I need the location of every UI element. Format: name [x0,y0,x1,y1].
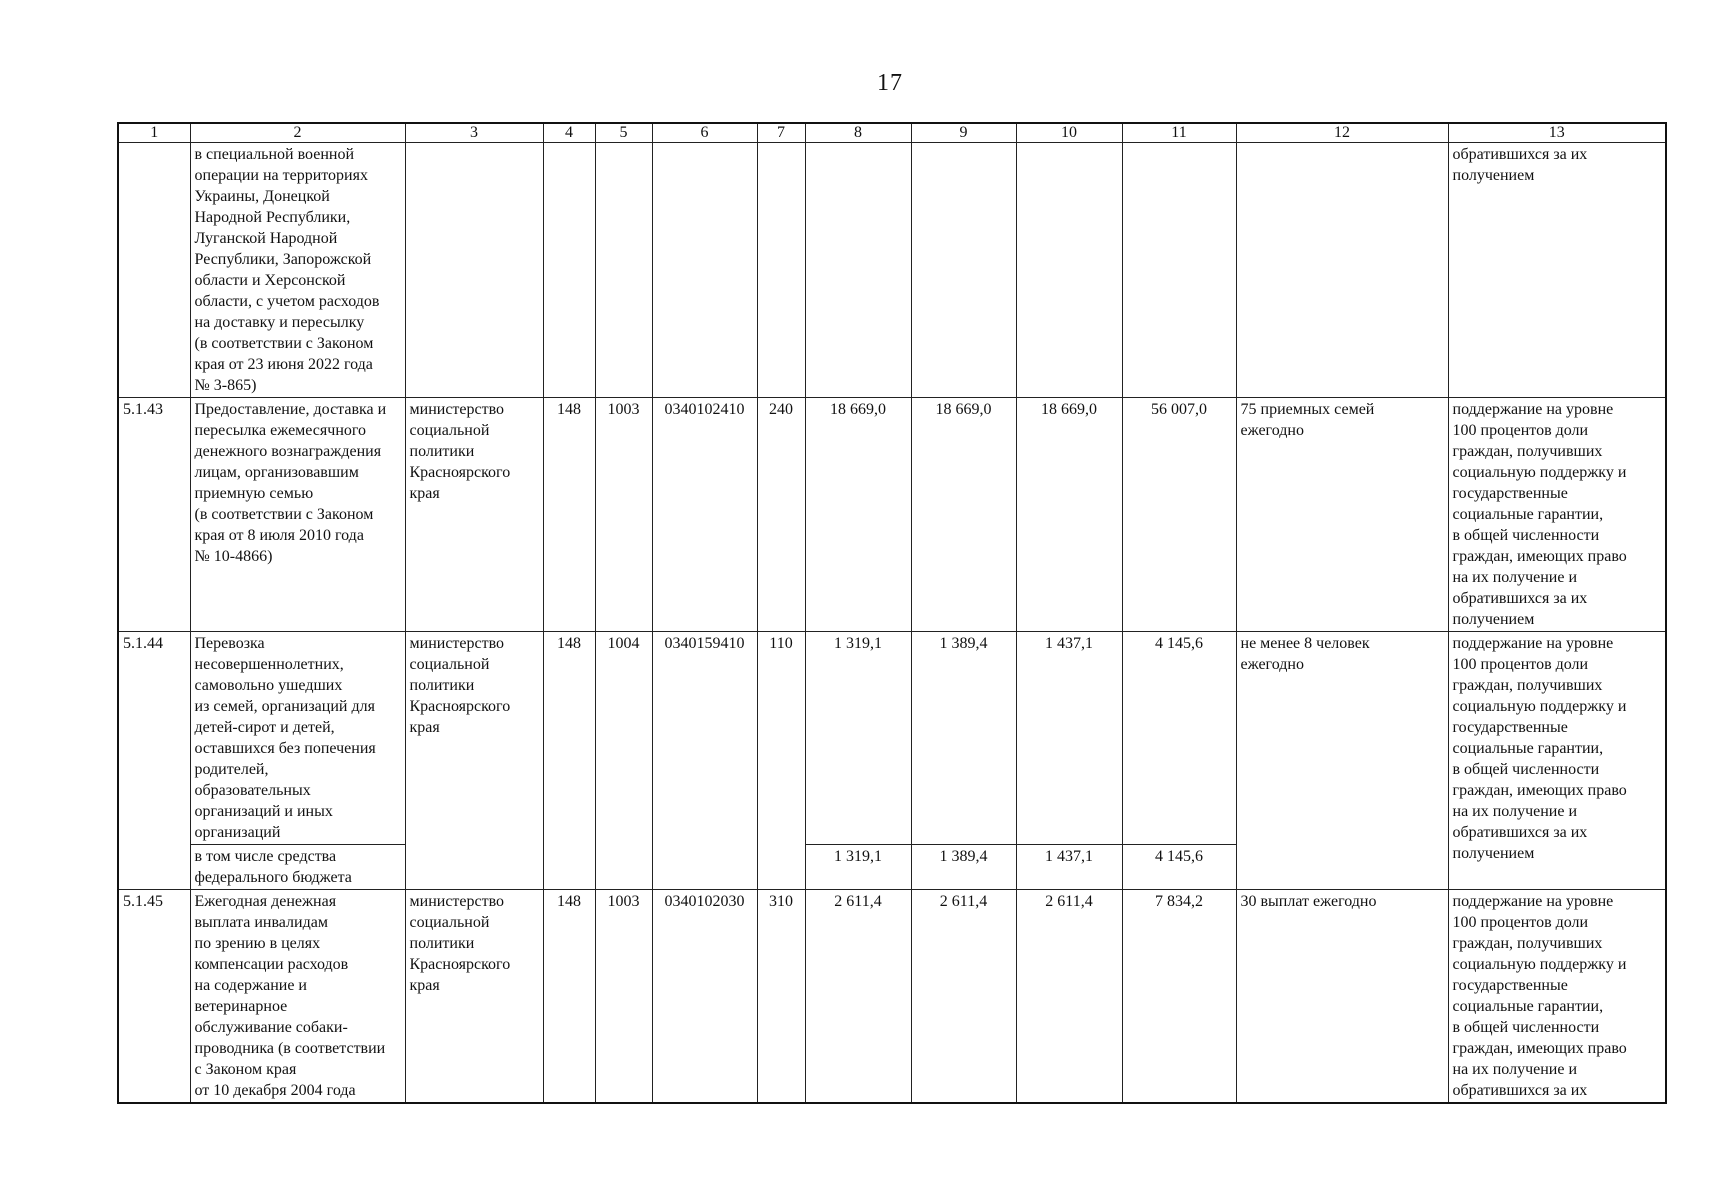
cell-num: 5.1.44 [118,632,190,890]
header-cell: 8 [805,123,911,143]
table-row-continuation [118,143,1666,398]
cell-rzpr [595,143,652,398]
cell-year1: 2 611,4 [805,890,911,1104]
cell-total: 56 007,0 [1122,398,1236,632]
table-row [118,632,1666,845]
cell-csr: 0340159410 [652,632,757,890]
cell-year2 [911,143,1016,398]
cell-total [1122,143,1236,398]
cell-csr: 0340102410 [652,398,757,632]
cell-year1: 18 669,0 [805,398,911,632]
cell-vr: 240 [757,398,805,632]
header-cell: 12 [1236,123,1448,143]
cell-year3: 2 611,4 [1016,890,1122,1104]
cell-rzpr: 1004 [595,632,652,890]
cell-csr [652,143,757,398]
cell-num: 5.1.45 [118,890,190,1104]
program-activities-table [117,122,1667,1104]
cell-indicator: поддержание на уровне 100 процентов доли граждан, получивших социальную поддержку и государственные социальные гарантии, в общей численности граждан, имеющих право на их получение и обратившихся за их получением [1448,398,1666,632]
cell-activity-name: Перевозка несовершеннолетних, самовольно ушедших из семей, организаций для детей-сирот и детей, оставшихся без попечения родителей, образовательных организаций и иных организаций [190,632,405,845]
cell-year2: 18 669,0 [911,398,1016,632]
cell-year2: 2 611,4 [911,890,1016,1104]
cell-grbs [543,143,595,398]
cell-grbs: 148 [543,890,595,1104]
cell-activity-name: Ежегодная денежная выплата инвалидам по зрению в целях компенсации расходов на содержание и ветеринарное обслуживание собаки- проводника (в соответствии с Законом края от 10 декабря 2004 года [190,890,405,1104]
table-row [118,398,1666,632]
cell-vr [757,143,805,398]
header-cell: 5 [595,123,652,143]
cell-rzpr: 1003 [595,398,652,632]
cell-executor: министерство социальной политики Красноярского края [405,398,543,632]
cell-result: 75 приемных семей ежегодно [1236,398,1448,632]
cell-result: не менее 8 человек ежегодно [1236,632,1448,890]
cell-rzpr: 1003 [595,890,652,1104]
header-cell: 3 [405,123,543,143]
header-cell: 4 [543,123,595,143]
header-cell: 2 [190,123,405,143]
cell-vr: 310 [757,890,805,1104]
header-cell: 11 [1122,123,1236,143]
cell-grbs: 148 [543,398,595,632]
header-cell: 9 [911,123,1016,143]
cell-csr: 0340102030 [652,890,757,1104]
cell-year1: 1 319,1 [805,632,911,845]
cell-year3: 1 437,1 [1016,845,1122,890]
cell-result: 30 выплат ежегодно [1236,890,1448,1104]
cell-executor: министерство социальной политики Красноярского края [405,632,543,890]
cell-total: 4 145,6 [1122,845,1236,890]
page-number: 17 [877,70,903,96]
cell-executor: министерство социальной политики Красноярского края [405,890,543,1104]
cell-grbs: 148 [543,632,595,890]
cell-indicator: обратившихся за их получением [1448,143,1666,398]
cell-num [118,143,190,398]
cell-year3: 1 437,1 [1016,632,1122,845]
cell-year2: 1 389,4 [911,845,1016,890]
table-row [118,890,1666,1104]
cell-executor [405,143,543,398]
cell-year3: 18 669,0 [1016,398,1122,632]
cell-indicator: поддержание на уровне 100 процентов доли граждан, получивших социальную поддержку и государственные социальные гарантии, в общей численности граждан, имеющих право на их получение и обратившихся за их [1448,890,1666,1104]
cell-year2: 1 389,4 [911,632,1016,845]
cell-year3 [1016,143,1122,398]
header-cell: 13 [1448,123,1666,143]
cell-total: 7 834,2 [1122,890,1236,1104]
cell-total: 4 145,6 [1122,632,1236,845]
cell-activity-name: в специальной военной операции на территориях Украины, Донецкой Народной Республики, Луганской Народной Республики, Запорожской области и Херсонской области, с учетом расходов на доставку и пересылку (в соответствии с Законом края от 23 июня 2022 года № 3-865) [190,143,405,398]
cell-vr: 110 [757,632,805,890]
cell-activity-name: Предоставление, доставка и пересылка ежемесячного денежного вознаграждения лицам, организовавшим приемную семью (в соответствии с Законом края от 8 июля 2010 года № 10-4866) [190,398,405,632]
header-cell: 10 [1016,123,1122,143]
cell-year1 [805,143,911,398]
cell-num: 5.1.43 [118,398,190,632]
header-cell: 1 [118,123,190,143]
header-cell: 6 [652,123,757,143]
cell-activity-name: в том числе средства федерального бюджета [190,845,405,890]
cell-indicator: поддержание на уровне 100 процентов доли граждан, получивших социальную поддержку и государственные социальные гарантии, в общей численности граждан, имеющих право на их получение и обратившихся за их получением [1448,632,1666,890]
table-header-row [118,123,1666,143]
cell-result [1236,143,1448,398]
header-cell: 7 [757,123,805,143]
cell-year1: 1 319,1 [805,845,911,890]
